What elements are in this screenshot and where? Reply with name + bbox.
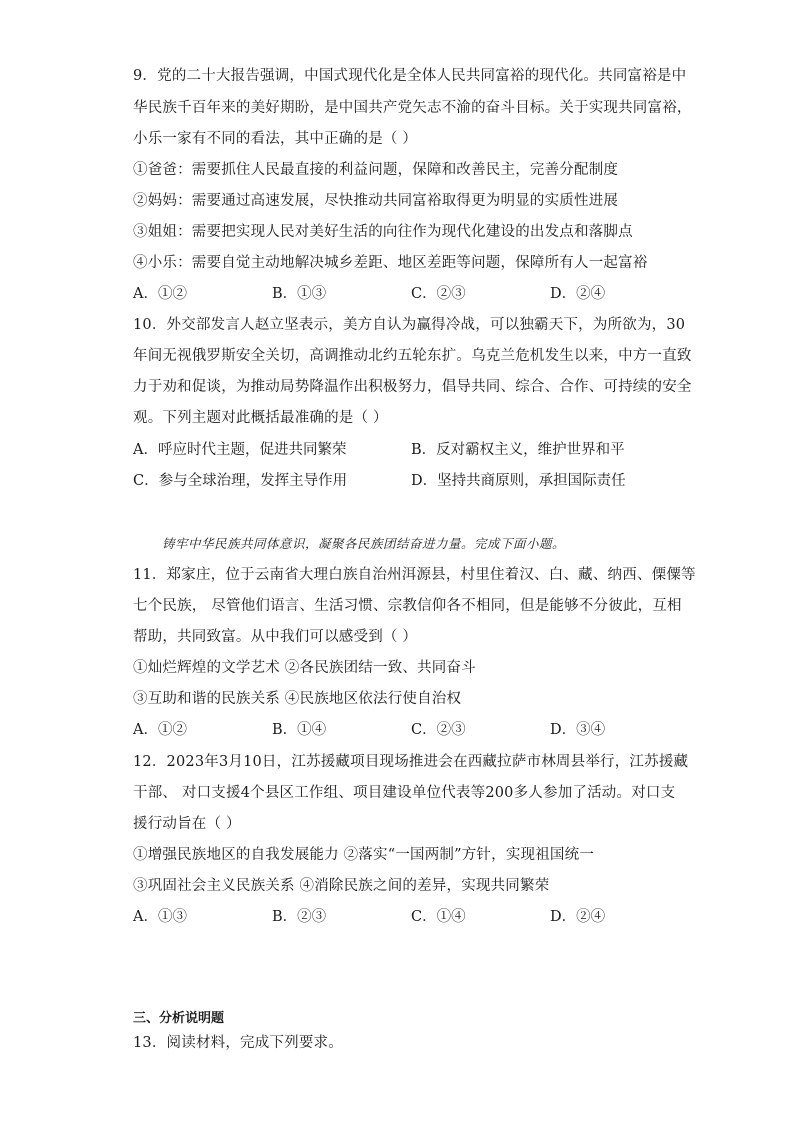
q10-line-1: 10．外交部发言人赵立坚表示，美方自认为赢得冷战，可以独霸天下，为所欲为，30 (133, 317, 686, 333)
q10-option-a[interactable]: A．呼应时代主题，促进共同繁荣 (133, 442, 347, 458)
q12-option-a[interactable]: A．①③ (133, 909, 187, 925)
q9-choice-1: ①爸爸：需要抓住人民最直接的利益问题，保障和改善民主，完善分配制度 (133, 162, 619, 178)
q12-choices-2: ③巩固社会主义民族关系 ④消除民族之间的差异，实现共同繁荣 (133, 878, 550, 894)
q9-line-1: 9．党的二十大报告强调，中国式现代化是全体人民共同富裕的现代化。共同富裕是中 (133, 68, 687, 84)
q9-line-2: 华民族千百年来的美好期盼，是中国共产党矢志不渝的奋斗目标。关于实现共同富裕， (133, 100, 692, 116)
q11-option-b[interactable]: B．①④ (272, 722, 327, 738)
q9-option-c[interactable]: C．②③ (411, 286, 466, 302)
q9-line-3: 小乐一家有不同的看法，其中正确的是（ ） (133, 131, 418, 147)
q12-line-1: 12．2023年3月10日，江苏援藏项目现场推进会在西藏拉萨市林周县举行，江苏援藏 (133, 754, 689, 770)
q10-option-d[interactable]: D．坚持共商原则，承担国际责任 (411, 473, 626, 489)
q10-line-3: 力于劝和促谈，为推动局势降温作出积极努力，倡导共同、综合、合作、可持续的安全 (133, 379, 692, 395)
q11-option-a[interactable]: A．①② (133, 722, 187, 738)
q10-line-4: 观。下列主题对此概括最准确的是（ ） (133, 410, 388, 426)
q9-choice-2: ②妈妈：需要通过高速发展，尽快推动共同富裕取得更为明显的实质性进展 (133, 193, 619, 209)
q12-option-d[interactable]: D．②④ (550, 909, 606, 925)
q12-option-c[interactable]: C．①④ (411, 909, 466, 925)
q11-choices-2: ③互助和谐的民族关系 ④民族地区依法行使自治权 (133, 691, 462, 707)
q9-choice-3: ③姐姐：需要把实现人民对美好生活的向往作为现代化建设的出发点和落脚点 (133, 224, 633, 240)
q10-option-b[interactable]: B．反对霸权主义，维护世界和平 (411, 442, 625, 458)
q13-prompt: 13．阅读材料，完成下列要求。 (133, 1035, 343, 1051)
q11-option-c[interactable]: C．②③ (411, 722, 466, 738)
q9-option-a[interactable]: A．①② (133, 286, 187, 302)
q12-line-3: 援行动旨在（ ） (133, 816, 241, 832)
q12-line-2: 干部、 对口支援4个县区工作组、项目建设单位代表等200多人参加了活动。对口支 (133, 785, 676, 801)
q11-option-d[interactable]: D．③④ (550, 722, 606, 738)
q9-option-b[interactable]: B．①③ (272, 286, 327, 302)
q10-line-2: 年间无视俄罗斯安全关切，高调推动北约五轮东扩。乌克兰危机发生以来，中方一直致 (133, 348, 692, 364)
q9-option-d[interactable]: D．②④ (550, 286, 606, 302)
q12-option-b[interactable]: B．②③ (272, 909, 327, 925)
q9-choice-4: ④小乐：需要自觉主动地解决城乡差距、地区差距等问题，保障所有人一起富裕 (133, 255, 648, 271)
q11-line-1: 11．郑家庄，位于云南省大理白族自治州洱源县，村里住着汉、白、藏、纳西、傈僳等 (133, 567, 696, 583)
q11-choices-1: ①灿烂辉煌的文学艺术 ②各民族团结一致、共同奋斗 (133, 660, 476, 676)
q11-line-2: 七个民族， 尽管他们语言、生活习惯、宗教信仰各不相同，但是能够不分彼此，互相 (133, 598, 682, 614)
group-intro-text: 铸牢中华民族共同体意识，凝聚各民族团结奋进力量。完成下面小题。 (162, 536, 566, 551)
q12-choices-1: ①增强民族地区的自我发展能力 ②落实“一国两制”方针，实现祖国统一 (133, 847, 595, 863)
q11-line-3: 帮助，共同致富。从中我们可以感受到（ ） (133, 629, 418, 645)
q10-option-c[interactable]: C．参与全球治理，发挥主导作用 (133, 473, 348, 489)
section-heading: 三、分析说明题 (133, 1011, 225, 1026)
